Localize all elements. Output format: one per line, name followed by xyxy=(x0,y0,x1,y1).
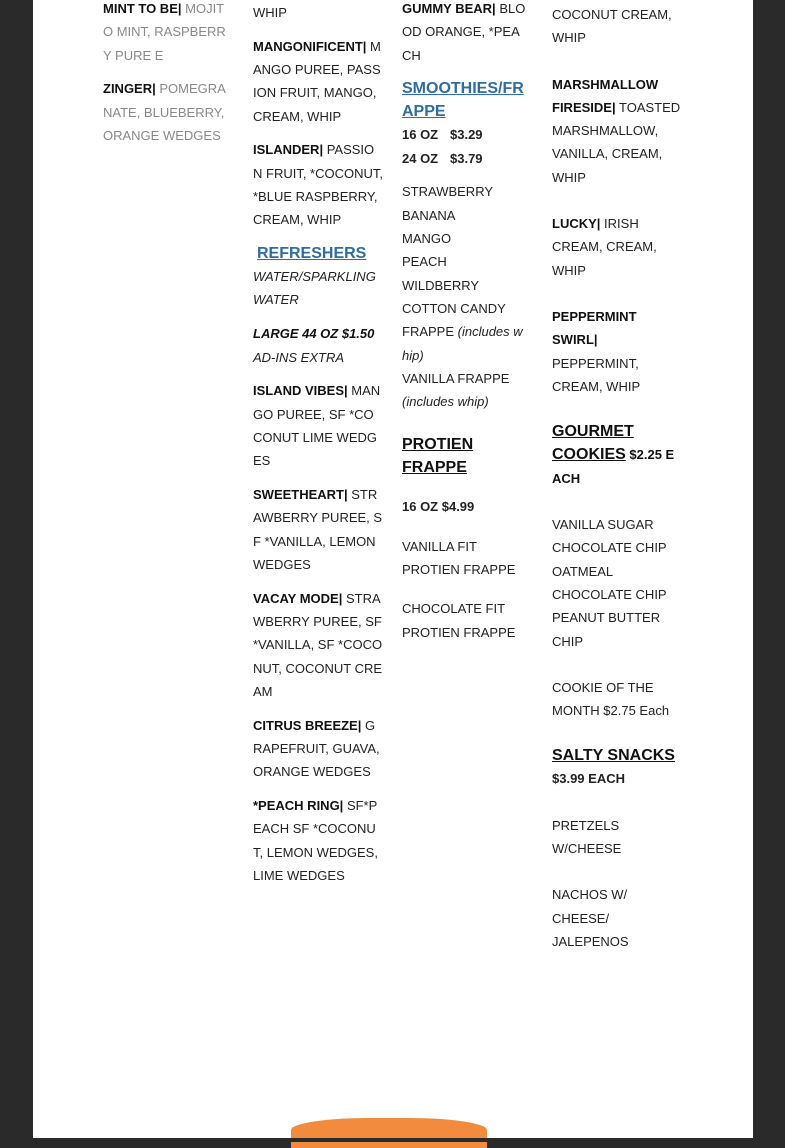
price-value: $3.29 xyxy=(450,127,483,143)
cookies-header xyxy=(552,420,682,490)
item-name: CITRUS BREEZE| xyxy=(253,717,362,733)
cookies-heading[interactable]: GOURMET COOKIES xyxy=(552,423,634,464)
menu-item-lucky xyxy=(552,212,682,282)
menu-item-vacay-mode xyxy=(253,587,383,703)
flavor-item: MANGO xyxy=(402,231,452,247)
item-name: VACAY MODE| xyxy=(253,590,343,606)
item-desc: POMEGRA NATE, BLUEBERRY, ORANGE WEDGES xyxy=(103,81,226,143)
menu-column-2 xyxy=(253,1,383,898)
snack-item-pretzels: PRETZELS W/CHEESE xyxy=(552,817,622,857)
decorative-orange-shape xyxy=(291,1118,487,1148)
price-row-24oz xyxy=(402,147,527,170)
cookies-price: $2.25 EACH xyxy=(552,447,675,486)
menu-item-marshmallow xyxy=(552,73,682,189)
size-label: 16 OZ xyxy=(402,127,439,143)
cookie-of-the-month: COOKIE OF THE MONTH $2.75 Each xyxy=(552,679,670,719)
vanilla-frappe-note: (includes whip) xyxy=(402,394,489,410)
cookie-item: OATMEAL xyxy=(552,563,614,579)
cookie-item: PEANUT BUTTER CHIP xyxy=(552,610,661,649)
refreshers-heading[interactable] xyxy=(253,242,383,265)
frappe-note: (includes whip) xyxy=(402,324,523,363)
item-continuation: COCONUT CREAM, WHIP xyxy=(552,7,672,46)
refreshers-heading-label: REFRESHERS xyxy=(257,245,367,263)
item-name: SWEETHEART| xyxy=(253,487,348,503)
flavor-item: COTTON CANDY xyxy=(402,300,506,316)
item-name: MINT TO BE| xyxy=(103,1,182,16)
item-name: ZINGER| xyxy=(103,81,156,97)
item-name: *PEACH RING| xyxy=(253,798,344,814)
protien-price: 16 OZ $4.99 xyxy=(402,499,475,515)
item-desc: SF*PEACH SF *COCONUT, LEMON WEDGES, LIME WEDGES xyxy=(253,798,378,883)
smoothies-heading[interactable]: SMOOTHIES/FRAPPE xyxy=(402,80,524,121)
menu-item-island-vibes xyxy=(253,379,383,472)
menu-page xyxy=(33,0,753,1138)
price-value: $3.79 xyxy=(450,150,483,166)
menu-item-mint-to-be xyxy=(103,0,233,67)
addins-note: AD-INS EXTRA xyxy=(253,349,345,365)
item-name: MARSHMALLOW FIRESIDE| xyxy=(552,76,659,115)
salty-snacks-heading[interactable]: SALTY SNACKS xyxy=(552,747,675,765)
cookie-item: VANILLA SUGAR xyxy=(552,517,654,533)
menu-item-citrus-breeze xyxy=(253,714,383,784)
snack-item-nachos: NACHOS W/ CHEESE/ JALEPENOS xyxy=(552,887,629,949)
item-desc: PASSIO N FRUIT, *COCONUT, *BLUE RASPBERRY, CREAM, WHIP xyxy=(253,142,383,228)
menu-item-peach-ring xyxy=(253,794,383,887)
vanilla-frappe-item: VANILLA FRAPPE xyxy=(402,370,510,386)
menu-column-4 xyxy=(552,3,682,953)
menu-item-sweetheart xyxy=(253,483,383,576)
flavor-item: BANANA xyxy=(402,207,456,223)
menu-item-mangonificent xyxy=(253,35,383,128)
item-desc: IRISH CREAM, CREAM, WHIP xyxy=(552,216,657,278)
flavor-item: STRAWBERRY xyxy=(402,184,494,200)
item-desc: MANGO PUREE, SF *COCONUT LIME WEDGES xyxy=(253,383,381,469)
item-name: ISLAND VIBES| xyxy=(253,383,348,399)
item-name: MANGONIFICENT| xyxy=(253,38,367,54)
smoothie-flavors xyxy=(402,180,527,413)
item-continuation: WHIP xyxy=(253,5,287,20)
large-price: LARGE 44 OZ $1.50 xyxy=(253,326,375,342)
menu-item-zinger xyxy=(103,77,233,147)
item-desc: TOASTED MARSHMALLOW, VANILLA, CREAM, WHIP xyxy=(552,99,681,185)
item-desc: STR AWBERRY PUREE, SF *VANILLA, LEMON WEDGES xyxy=(253,487,383,572)
item-desc: MOJITO MINT, RASPBERRY PURE E xyxy=(103,1,226,63)
price-row-16oz xyxy=(402,123,527,146)
chocolate-fit-item: CHOCOLATE FIT PROTIEN FRAPPE xyxy=(402,601,516,640)
frappe-label: FRAPPE xyxy=(402,324,455,340)
item-desc: BLOOD ORANGE, *PEACH xyxy=(402,1,526,63)
cookie-list xyxy=(552,513,682,653)
flavor-item: WILDBERRY xyxy=(402,277,480,293)
cookie-item: CHOCOLATE CHIP xyxy=(552,540,667,556)
menu-column-3 xyxy=(402,0,527,654)
smoothie-prices xyxy=(402,123,527,170)
menu-column-1 xyxy=(103,0,233,158)
menu-item-gummy-bear xyxy=(402,0,527,67)
item-name: LUCKY| xyxy=(552,216,601,232)
water-line: WATER/SPARKLING WATER xyxy=(253,269,376,308)
item-desc: GRAPEFRUIT, GUAVA, ORANGE WEDGES xyxy=(253,717,380,780)
salty-snacks-price: $3.99 EACH xyxy=(552,771,625,787)
item-name: GUMMY BEAR| xyxy=(402,1,496,16)
item-name: ISLANDER| xyxy=(253,142,324,158)
size-label: 24 OZ xyxy=(402,150,439,166)
item-desc: STRAWBERRY PUREE, SF *VANILLA, SF *COCONUT, COCONUT CREAM xyxy=(253,590,383,699)
menu-item-islander xyxy=(253,138,383,231)
frappe-item xyxy=(402,320,527,367)
protien-heading[interactable]: PROTIEN FRAPPE xyxy=(402,436,474,477)
vanilla-fit-item: VANILLA FIT PROTIEN FRAPPE xyxy=(402,538,516,578)
item-name: PEPPERMINT SWIRL| xyxy=(552,308,637,348)
large-price-line xyxy=(253,322,383,369)
item-desc: MANGO PUREE, PASSION FRUIT, MANGO, CREAM, WHIP xyxy=(253,38,381,124)
item-desc: PEPPERMINT, CREAM, WHIP xyxy=(552,355,641,394)
bottom-bar xyxy=(0,1138,785,1142)
flavor-item: PEACH xyxy=(402,254,447,270)
cookie-item: CHOCOLATE CHIP xyxy=(552,586,667,602)
menu-item-peppermint xyxy=(552,305,682,398)
